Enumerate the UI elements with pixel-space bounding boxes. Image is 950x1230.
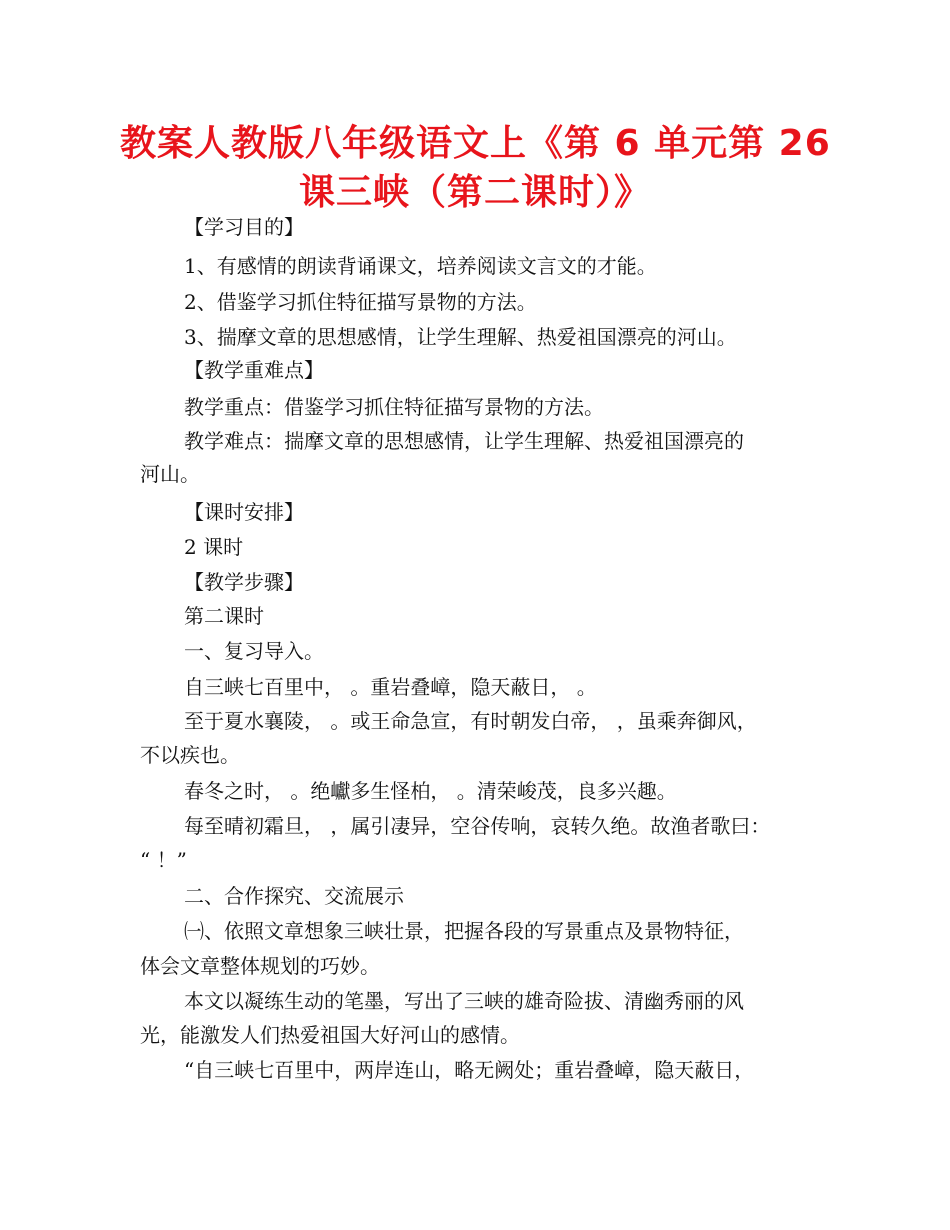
review-line-2: 至于夏水襄陵， 。或王命急宣，有时朝发白帝， ，虽乘奔御风， (184, 709, 757, 733)
difficult-point: 教学难点：揣摩文章的思想感情，让学生理解、热爱祖国漂亮的 (184, 429, 744, 453)
task-1-continued: 体会文章整体规划的巧妙。 (140, 954, 380, 978)
section-heading-objectives: 【学习目的】 (184, 215, 304, 239)
key-point: 教学重点：借鉴学习抓住特征描写景物的方法。 (184, 395, 604, 419)
review-line-2-continued: 不以疾也。 (140, 743, 240, 767)
step-1-heading: 一、复习导入。 (184, 639, 324, 663)
schedule-value: 2 课时 (184, 535, 244, 559)
step-2-heading: 二、合作探究、交流展示 (184, 884, 404, 908)
document-title-line-2: 课三峡（第二课时）》 (298, 172, 651, 213)
lesson-label: 第二课时 (184, 604, 264, 628)
objective-1: 1、有感情的朗读背诵课文，培养阅读文言文的才能。 (184, 254, 657, 278)
section-heading-key-points: 【教学重难点】 (184, 358, 324, 382)
section-heading-steps: 【教学步骤】 (184, 570, 304, 594)
review-line-1: 自三峡七百里中， 。重岩叠嶂，隐天蔽日， 。 (184, 675, 597, 699)
document-title-line-1: 教案人教版八年级语文上《第 6 单元第 26 (120, 123, 831, 164)
objective-3: 3、揣摩文章的思想感情，让学生理解、热爱祖国漂亮的河山。 (184, 325, 737, 349)
difficult-point-continued: 河山。 (140, 462, 200, 486)
section-heading-schedule: 【课时安排】 (184, 500, 304, 524)
task-1: ㈠、依照文章想象三峡壮景，把握各段的写景重点及景物特征， (184, 919, 744, 943)
review-line-4: 每至晴初霜旦， ，属引凄异，空谷传响，哀转久绝。故渔者歌曰： (184, 814, 771, 838)
objective-2: 2、借鉴学习抓住特征描写景物的方法。 (184, 290, 537, 314)
summary-paragraph: 本文以凝练生动的笔墨，写出了三峡的雄奇险拔、清幽秀丽的风 (184, 989, 744, 1013)
summary-paragraph-continued: 光，能激发人们热爱祖国大好河山的感情。 (140, 1023, 520, 1047)
review-line-3: 春冬之时， 。绝巘多生怪柏， 。清荣峻茂，良多兴趣。 (184, 779, 677, 803)
quotation-line: “自三峡七百里中，两岸连山，略无阙处；重岩叠嶂，隐天蔽日， (184, 1058, 755, 1082)
review-line-4-continued: “ ！” (140, 848, 187, 872)
